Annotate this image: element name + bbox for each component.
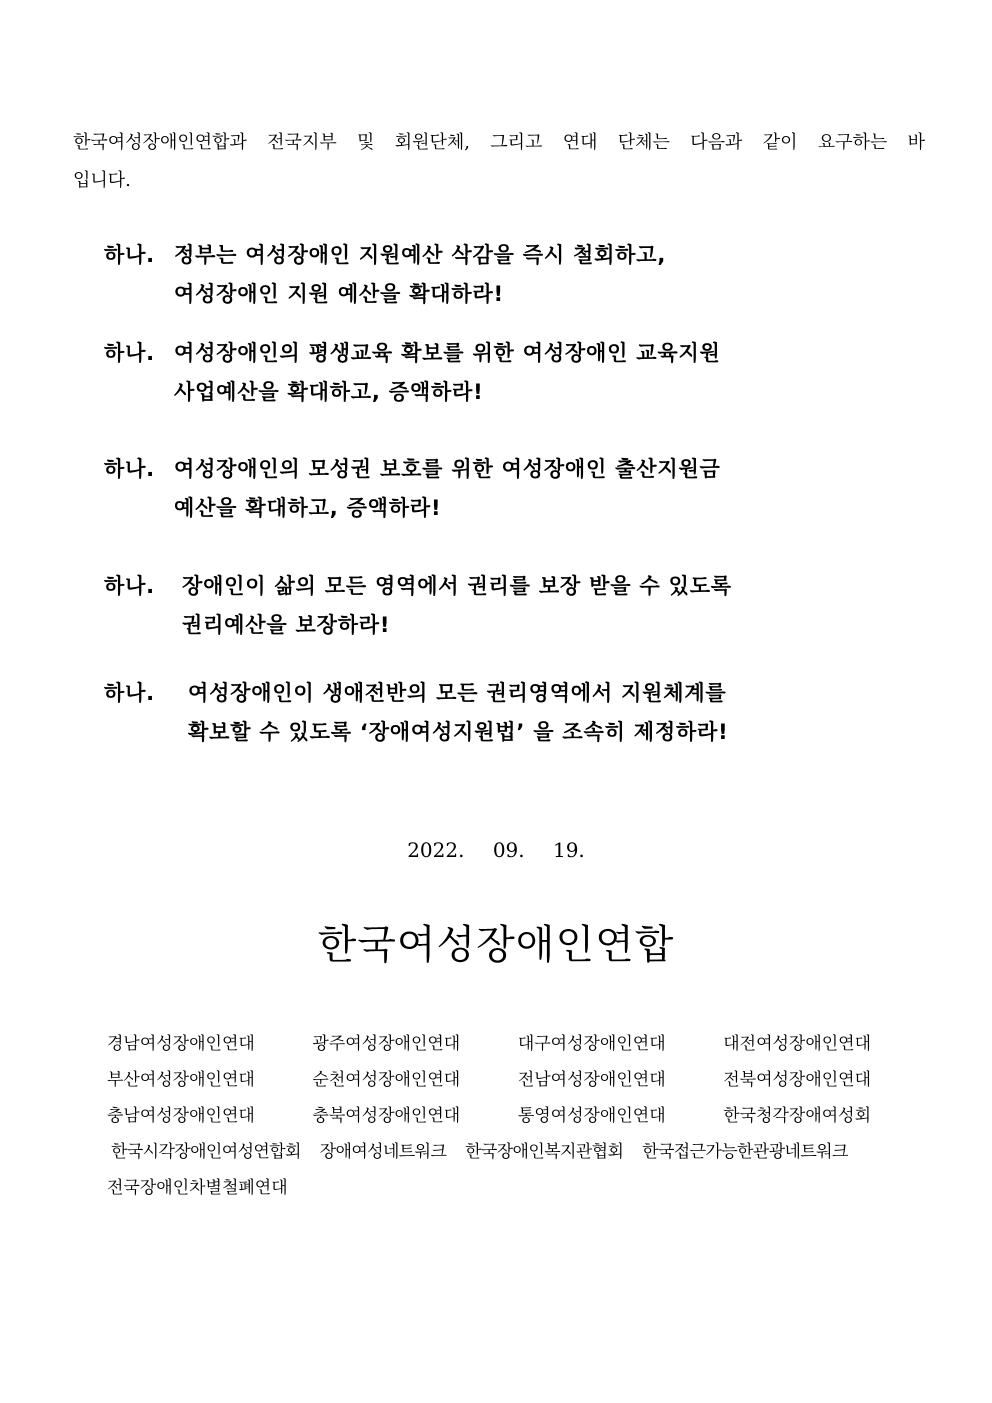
demand-text-line-2: 사업예산을 확대하고, 증액하라! bbox=[174, 380, 484, 404]
demand-item-4 bbox=[104, 567, 964, 645]
demand-prefix: 하나. bbox=[104, 457, 155, 481]
member-org: 장애여성네트워크 bbox=[319, 1142, 447, 1162]
member-org: 전국장애인차별철폐연대 bbox=[107, 1178, 288, 1198]
intro-line-2: 입니다. bbox=[73, 170, 131, 191]
demand-item-1 bbox=[104, 236, 964, 314]
member-org: 충북여성장애인연대 bbox=[312, 1106, 461, 1126]
demand-prefix: 하나. bbox=[104, 574, 155, 598]
organization-name: 한국여성장애인연합 bbox=[317, 922, 675, 968]
member-row bbox=[107, 1062, 927, 1098]
member-org: 전남여성장애인연대 bbox=[517, 1070, 666, 1090]
demand-text-line-2: 확보할 수 있도록 ‘장애여성지원법’ 을 조속히 제정하라! bbox=[188, 720, 729, 744]
document-date: 2022. 09. 19. bbox=[407, 838, 585, 862]
member-org: 경남여성장애인연대 bbox=[107, 1034, 255, 1054]
member-org: 순천여성장애인연대 bbox=[312, 1070, 461, 1090]
member-org: 대전여성장애인연대 bbox=[723, 1034, 872, 1054]
member-row bbox=[107, 1098, 927, 1134]
member-org: 충남여성장애인연대 bbox=[107, 1106, 255, 1126]
demand-item-2 bbox=[104, 334, 964, 412]
demand-text-line-1: 장애인이 삶의 모든 영역에서 권리를 보장 받을 수 있도록 bbox=[182, 574, 732, 598]
member-org: 한국장애인복지관협회 bbox=[465, 1142, 624, 1162]
demand-text-line-2: 권리예산을 보장하라! bbox=[182, 613, 391, 637]
demand-text-line-1: 여성장애인의 모성권 보호를 위한 여성장애인 출산지원금 bbox=[174, 457, 721, 481]
intro-line-1: 한국여성장애인연합과 전국지부 및 회원단체, 그리고 연대 단체는 다음과 같이 요구하는 바 bbox=[73, 132, 925, 153]
member-org: 전북여성장애인연대 bbox=[723, 1070, 872, 1090]
member-row bbox=[107, 1134, 927, 1170]
demand-text-line-1: 여성장애인이 생애전반의 모든 권리영역에서 지원체계를 bbox=[188, 681, 727, 705]
member-org: 광주여성장애인연대 bbox=[312, 1034, 461, 1054]
member-organizations bbox=[107, 1026, 927, 1206]
demand-item-3 bbox=[104, 450, 964, 528]
member-org: 대구여성장애인연대 bbox=[517, 1034, 666, 1054]
demand-text-line-2: 여성장애인 지원 예산을 확대하라! bbox=[174, 282, 504, 306]
member-org: 한국청각장애여성회 bbox=[723, 1106, 872, 1126]
member-org: 부산여성장애인연대 bbox=[107, 1070, 255, 1090]
demand-item-5 bbox=[104, 674, 964, 752]
demand-prefix: 하나. bbox=[104, 341, 155, 365]
member-org: 통영여성장애인연대 bbox=[517, 1106, 666, 1126]
intro-paragraph bbox=[73, 124, 925, 200]
member-row bbox=[107, 1170, 927, 1206]
demand-text-line-1: 여성장애인의 평생교육 확보를 위한 여성장애인 교육지원 bbox=[174, 341, 721, 365]
demand-text-line-2: 예산을 확대하고, 증액하라! bbox=[174, 496, 442, 520]
member-org: 한국접근가능한관광네트워크 bbox=[642, 1142, 848, 1162]
member-org: 한국시각장애인여성연합회 bbox=[111, 1142, 301, 1162]
demand-prefix: 하나. bbox=[104, 243, 155, 267]
demand-prefix: 하나. bbox=[104, 681, 155, 705]
demand-text-line-1: 정부는 여성장애인 지원예산 삭감을 즉시 철회하고, bbox=[174, 243, 667, 267]
member-row bbox=[107, 1026, 927, 1062]
